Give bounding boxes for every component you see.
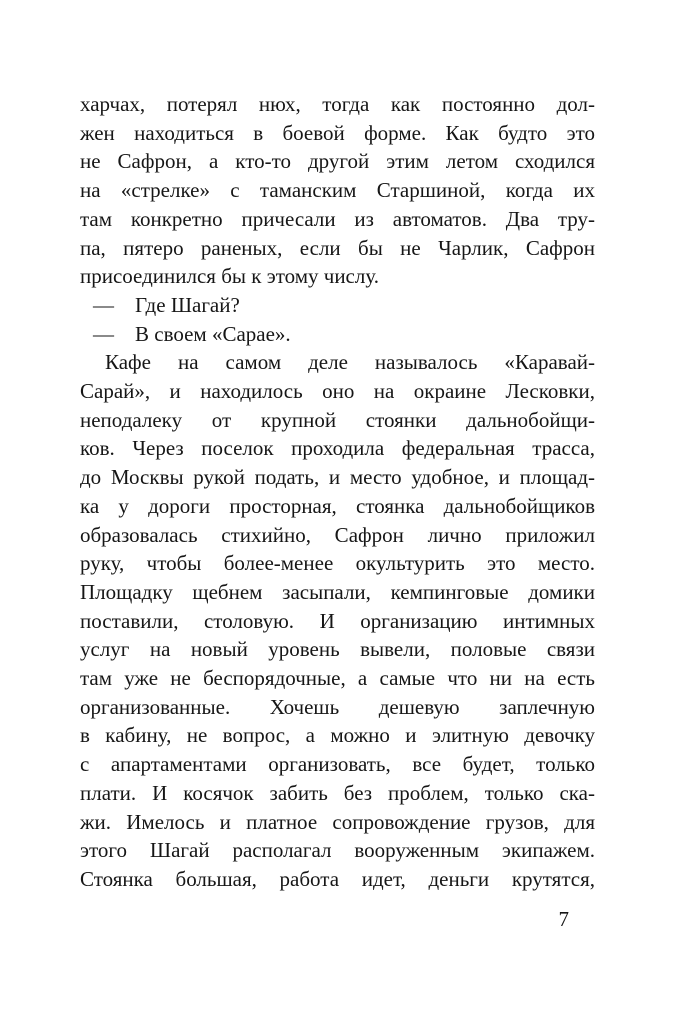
dialogue-line: — В своем «Сарае». bbox=[93, 321, 291, 346]
text-line: там конкретно причесали из автоматов. Два тру- bbox=[80, 206, 595, 231]
text-line: неподалеку от крупной стоянки дальнобойщи- bbox=[80, 407, 595, 432]
text-line: жи. Имелось и платное сопровождение грузов, для bbox=[80, 809, 595, 834]
text-line: этого Шагай располагал вооруженным экипажем. bbox=[80, 838, 595, 863]
text-line: с апартаментами организовать, все будет, только bbox=[80, 752, 595, 777]
text-line: поставили, столовую. И организацию интимных bbox=[80, 608, 595, 633]
text-line: услуг на новый уровень вывели, половые связи bbox=[80, 637, 595, 662]
text-line: жен находиться в боевой форме. Как будто это bbox=[80, 120, 595, 145]
paragraph-continuation bbox=[80, 90, 595, 291]
text-line: руку, чтобы более-менее окультурить это место. bbox=[80, 551, 595, 576]
text-line: там уже не беспорядочные, а самые что ни на есть bbox=[80, 666, 595, 691]
text-line: Стоянка большая, работа идет, деньги крутятся, bbox=[80, 866, 595, 891]
text-line: не Сафрон, а кто-то другой этим летом сходился bbox=[80, 149, 595, 174]
text-line: в кабину, не вопрос, а можно и элитную девочку bbox=[80, 723, 595, 748]
text-line: ков. Через поселок проходила федеральная трасса, bbox=[80, 436, 595, 461]
paragraph-dialogue bbox=[80, 320, 595, 349]
text-line: ка у дороги просторная, стоянка дальнобойщиков bbox=[80, 493, 595, 518]
text-line: Площадку щебнем засыпали, кемпинговые домики bbox=[80, 579, 595, 604]
text-line: Сарай», и находилось оно на окраине Лесковки, bbox=[80, 379, 595, 404]
text-line: харчах, потерял нюх, тогда как постоянно дол- bbox=[80, 92, 595, 116]
text-line: организованные. Хочешь дешевую заплечную bbox=[80, 694, 595, 719]
paragraph-dialogue bbox=[80, 291, 595, 320]
text-line: образовалась стихийно, Сафрон лично приложил bbox=[80, 522, 595, 547]
page-text-block bbox=[80, 90, 595, 933]
text-line: до Москвы рукой подать, и место удобное, и площад- bbox=[80, 465, 595, 490]
text-line: плати. И косячок забить без проблем, только ска- bbox=[80, 780, 595, 805]
dialogue-line: — Где Шагай? bbox=[93, 292, 240, 317]
text-line: присоединился бы к этому числу. bbox=[80, 264, 380, 289]
text-line: па, пятеро раненых, если бы не Чарлик, Сафрон bbox=[80, 235, 595, 260]
text-line: Кафе на самом деле называлось «Каравай- bbox=[105, 350, 595, 375]
paragraph-body bbox=[80, 348, 595, 893]
page-number: 7 bbox=[558, 906, 569, 931]
text-line: на «стрелке» с таманским Старшиной, когда их bbox=[80, 178, 595, 203]
